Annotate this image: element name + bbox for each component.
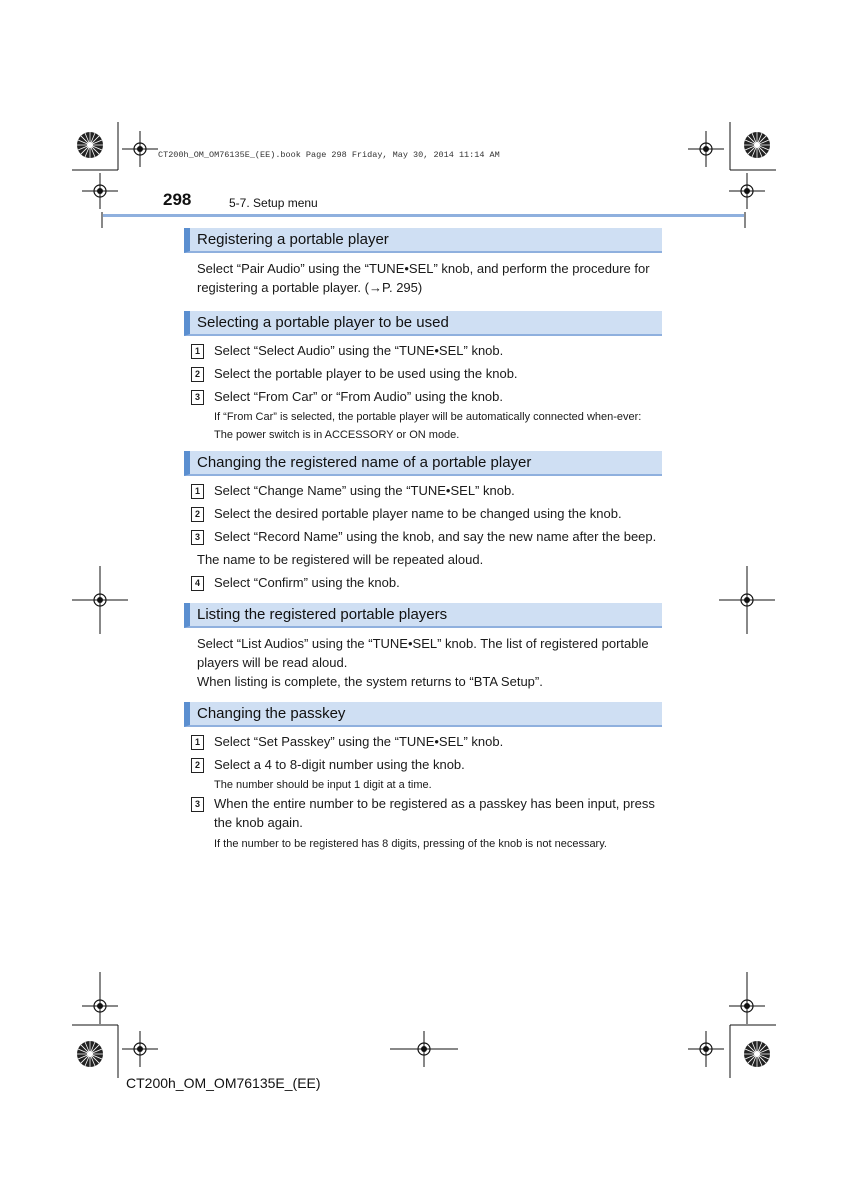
step-text: Select “Select Audio” using the “TUNE•SEL” knob. — [214, 343, 504, 358]
crosshair-mark-icon — [122, 131, 158, 167]
header-rule — [103, 214, 744, 217]
step-number: 4 — [191, 576, 204, 591]
page-content — [184, 228, 662, 851]
step-text: Select the desired portable player name to be changed using the knob. — [214, 506, 622, 521]
step-number: 2 — [191, 758, 204, 773]
step-item — [191, 504, 662, 523]
step-text: When the entire number to be registered as a passkey has been input, press the knob again. — [214, 796, 655, 830]
step-item — [191, 794, 662, 832]
crosshair-mark-icon — [688, 131, 724, 167]
step-text: Select “From Car” or “From Audio” using the knob. — [214, 389, 503, 404]
color-wheel-mark-icon — [77, 132, 103, 158]
note-text: The power switch is in ACCESSORY or ON mode. — [214, 429, 460, 441]
step-number: 3 — [191, 530, 204, 545]
crosshair-mark-icon — [688, 1031, 724, 1067]
step-item — [191, 755, 662, 774]
step-item — [191, 573, 662, 592]
color-wheel-mark-icon — [744, 132, 770, 158]
color-wheel-mark-icon — [77, 1041, 103, 1067]
step-text: Select a 4 to 8-digit number using the knob. — [214, 757, 465, 772]
color-wheel-mark-icon — [744, 1041, 770, 1067]
step-text: Select “Change Name” using the “TUNE•SEL” knob. — [214, 483, 515, 498]
step-number: 1 — [191, 735, 204, 750]
crosshair-mark-icon — [82, 173, 118, 209]
step-number: 2 — [191, 367, 204, 382]
step-number: 3 — [191, 797, 204, 812]
section-heading: Selecting a portable player to be used — [184, 311, 662, 336]
interlude-text: The name to be registered will be repeated aloud. — [197, 552, 484, 567]
step-item — [191, 341, 662, 360]
section-heading: Changing the passkey — [184, 702, 662, 727]
step-text: Select “Set Passkey” using the “TUNE•SEL” knob. — [214, 734, 504, 749]
step-item — [191, 527, 662, 546]
step-number: 3 — [191, 390, 204, 405]
section-heading: Registering a portable player — [184, 228, 662, 253]
section-body: Select “List Audios” using the “TUNE•SEL” knob. The list of registered portable players will be read aloud. — [197, 636, 649, 670]
step-text: Select “Confirm” using the knob. — [214, 575, 400, 590]
section-heading: Changing the registered name of a portable player — [184, 451, 662, 476]
print-slug: CT200h_OM_OM76135E_(EE).book Page 298 Friday, May 30, 2014 11:14 AM — [158, 150, 500, 160]
section-body: When listing is complete, the system returns to “BTA Setup”. — [197, 674, 543, 689]
step-item — [191, 364, 662, 383]
step-number: 1 — [191, 484, 204, 499]
note-text: If the number to be registered has 8 digits, pressing of the knob is not necessary. — [214, 838, 607, 850]
step-number: 2 — [191, 507, 204, 522]
step-text: Select “Record Name” using the knob, and say the new name after the beep. — [214, 529, 657, 544]
footer-doc-id: CT200h_OM_OM76135E_(EE) — [126, 1075, 321, 1091]
section-heading: Listing the registered portable players — [184, 603, 662, 628]
section-body: Select “Pair Audio” using the “TUNE•SEL” knob, and perform the procedure for registering a portable player. (→P. 295) — [197, 261, 650, 295]
step-item — [191, 387, 662, 406]
step-text: Select the portable player to be used using the knob. — [214, 366, 518, 381]
step-number: 1 — [191, 344, 204, 359]
crosshair-mark-icon — [122, 1031, 158, 1067]
step-item — [191, 481, 662, 500]
crosshair-mark-icon — [729, 173, 765, 209]
section-path: 5-7. Setup menu — [229, 196, 318, 210]
page-number: 298 — [163, 190, 192, 209]
note-text: If “From Car” is selected, the portable player will be automatically connected when-ever: — [214, 411, 642, 423]
step-item — [191, 732, 662, 751]
note-text: The number should be input 1 digit at a time. — [214, 779, 432, 791]
